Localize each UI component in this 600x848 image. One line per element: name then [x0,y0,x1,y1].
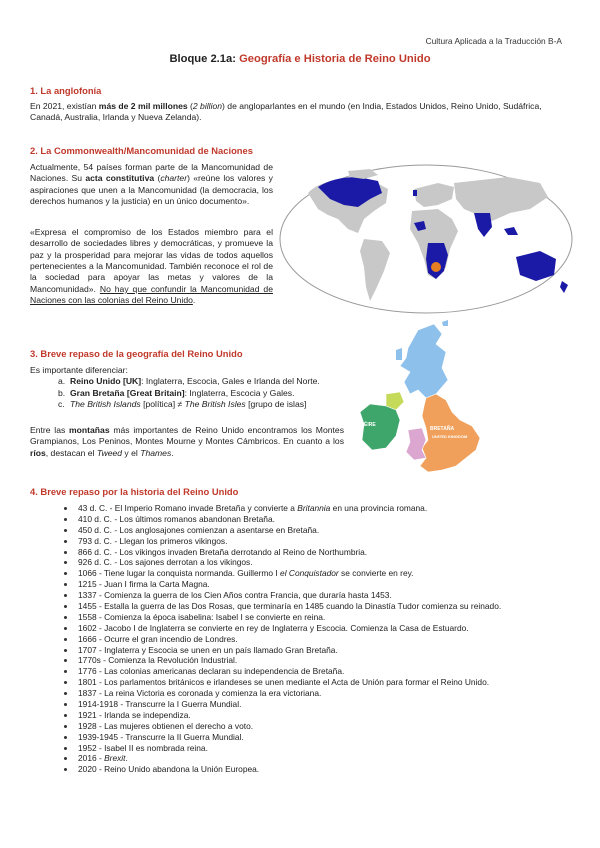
list-item [30,376,360,387]
s3-bold-rivers: ríos [30,447,46,458]
course-header: Cultura Aplicada a la Traducción B-A [425,36,562,46]
wales-region [406,428,426,460]
s1-text-1: En 2021, existían [30,101,99,111]
s1-text-2: ( [187,101,193,111]
timeline-text-end: . [125,753,128,764]
list-marker: a. [58,376,66,387]
s3-text-i: . [171,447,174,458]
timeline-text: 1952 - Isabel II es nombrada reina. [78,742,208,753]
s3-text-c: más importantes de Reino Unido encontramos los Montes Grampianos, Los Peninos, Montes Mourne y Montes Cámbricos. En cuanto a los [30,425,344,447]
timeline-item [64,743,574,754]
hebrides-islands [396,348,402,360]
timeline-item [64,764,574,775]
map-label-ireland: ÉIRE [364,422,376,428]
timeline-italic: Brexit [104,753,126,764]
s3-text-a: Entre las [30,425,70,435]
title-main: Geografía e Historia de Reino Unido [239,53,431,65]
timeline-text: 1801 - Los parlamentos británicos e irlandeses se unen mediante el Acta de Unión para formar el Reino Unido. [78,677,490,688]
timeline-text: 926 d. C. - Los sajones derrotan a los vikingos. [78,557,253,568]
s3-italic-thames: Thames [140,447,172,458]
s3-intro: Es importante diferenciar: [30,365,128,375]
timeline-item [64,634,574,645]
s2-p2-text-c: . [192,295,196,306]
timeline-text: 793 d. C. - Llegan los primeros vikingos. [78,535,228,546]
timeline-item [64,536,574,547]
list-item-bold: Gran Bretaña [Great Britain] [70,387,185,398]
timeline-item [64,655,574,666]
commonwealth-world-map [278,163,574,315]
s1-italic-1: 2 billion [192,101,223,111]
section-3-list-block [30,365,360,410]
s3-bold-mountains: montañas [69,425,110,435]
list-item-italic-2: The British Isles [184,399,246,410]
timeline-text: 1215 - Juan I firma la Carta Magna. [78,579,210,590]
timeline-text: 1776 - Las colonias americanas declaran su independencia de Bretaña. [78,666,345,677]
timeline-item [64,503,574,514]
timeline-item [64,514,574,525]
timeline-italic: el Conquistador [280,568,339,579]
page-title [0,52,600,67]
timeline-item [64,623,574,634]
timeline-item [64,525,574,536]
s2-p1-text-e: ) «reúne los valores y aspiraciones que unen a la Mancomunidad (la democracia, los derechos humanos y la justicia) en un único documento». [30,173,273,207]
timeline-item [64,568,574,579]
timeline-text: 866 d. C. - Los vikingos invaden Bretaña derrotando al Reino de Northumbria. [78,546,368,557]
new-zealand-commonwealth [560,281,568,293]
timeline-text: 1928 - Las mujeres obtienen el derecho a voto. [78,720,254,731]
timeline-item [64,666,574,677]
timeline-text: 1602 - Jacobo I de Inglaterra se convierte en rey de Inglaterra y Escocia. Comienza la Casa de Estuardo. [78,622,469,633]
list-item [30,399,360,410]
map-label-britain: BRETAÑA [430,426,455,432]
timeline-item [64,547,574,558]
s2-p2-text-a: «Expresa el compromiso de los Estados miembro para el desarrollo de sociedades libres y democráticas, y promueve la paz y la prosperidad para mejorar las vidas de todos aquellos pertenecientes a la Mancomunidad. También reconoce el rol de la sociedad para apoyar las metas y valores de la Mancomunidad». [30,227,273,294]
timeline-text: 1558 - Comienza la época isabelina: Isabel I se convierte en reina. [78,611,326,622]
timeline-item [64,557,574,568]
timeline-text: 1921 - Irlanda se independiza. [78,709,191,720]
s3-text-g: y el [122,447,141,458]
list-item-bold: Reino Unido [UK] [70,376,142,387]
timeline-text-end: se convierte en rey. [338,568,414,579]
list-item-text: : Inglaterra, Escocia, Gales e Irlanda del Norte. [141,376,320,387]
england-region [420,394,480,472]
list-marker: c. [58,399,65,410]
timeline-text: 410 d. C. - Los últimos romanos abandonan Bretaña. [78,513,275,524]
shetland-islands [442,320,448,326]
timeline-text: 450 d. C. - Los anglosajones comienzan a asentarse en Bretaña. [78,524,320,535]
s1-text-3: ) de angloparlantes en el mundo (en India, Estados Unidos, Reino Unido, Sudáfrica, Canadá, Australia, Irlanda y Nueva Zelanda). [30,101,542,123]
section-1-heading: 1. La anglofonía [30,85,102,96]
list-item-text-end: [grupo de islas] [245,399,307,410]
timeline-text-end: en una provincia romana. [330,503,428,513]
timeline-text: 1770s - Comienza la Revolución Industrial. [78,655,238,666]
timeline-text: 1666 - Ocurre el gran incendio de Londres. [78,633,238,644]
timeline-text: 1455 - Estalla la guerra de las Dos Rosas, que terminaría en 1485 cuando la Dinastía Tudor comienza su reinado. [78,601,502,612]
timeline-item [64,710,574,721]
timeline-item [64,732,574,743]
list-marker: b. [58,387,66,398]
british-isles-map [356,320,504,486]
list-item-text: [política] ≠ [140,399,185,410]
timeline-item [64,601,574,612]
timeline-item [64,612,574,623]
s3-list [30,376,360,410]
timeline-item [64,677,574,688]
timeline-item [64,579,574,590]
timeline-text: 2016 - [78,753,105,764]
section-1-paragraph [30,101,570,124]
s2-p1-bold: acta constitutiva [85,173,155,184]
uk-commonwealth [413,190,417,196]
timeline-text: 1337 - Comienza la guerra de los Cien Años contra Francia, que duraría hasta 1453. [78,590,392,601]
map-label-uk: UNITED KINGDOM [432,434,468,439]
timeline-text: 1939-1945 - Transcurre la II Guerra Mundial. [78,731,244,742]
timeline-item [64,688,574,699]
timeline-text: 1707 - Inglaterra y Escocia se unen en un país llamado Gran Bretaña. [78,644,338,655]
section-2-paragraph-1 [30,162,273,207]
s3-text-e: , destacan el [45,447,97,458]
section-3-heading: 3. Breve repaso de la geografía del Reino Unido [30,348,243,359]
timeline-italic: Britannia [297,503,331,513]
s1-bold-1: más de 2 mil millones [98,101,188,111]
history-timeline-list [64,503,574,775]
list-item [30,388,360,399]
section-2-heading: 2. La Commonwealth/Mancomunidad de Naciones [30,145,253,156]
title-prefix: Bloque 2.1a: [169,53,240,65]
timeline-text: 1837 - La reina Victoria es coronada y comienza la era victoriana. [78,688,322,699]
section-3-paragraph [30,425,344,459]
timeline-text: 1914-1918 - Transcurre la I Guerra Mundial. [78,699,242,710]
s2-p1-text-c: ( [154,173,161,184]
s2-p2-underlined: No hay que confundir la Mancomunidad de Naciones con las colonias del Reino Unido [30,283,273,306]
list-item-text: : Inglaterra, Escocia y Gales. [184,387,295,398]
timeline-text: 1066 - Tiene lugar la conquista normanda. Guillermo I [78,568,281,579]
scotland-region [400,324,448,398]
timeline-item [64,699,574,710]
s2-p1-italic: charter [160,173,188,184]
africa-highlight-marker [431,262,441,272]
timeline-text: 2020 - Reino Unido abandona la Unión Europea. [78,764,260,775]
section-2-paragraph-2 [30,227,273,306]
timeline-item [64,721,574,732]
timeline-item [64,753,574,764]
timeline-item [64,645,574,656]
section-4-heading: 4. Breve repaso por la historia del Reino Unido [30,486,239,497]
timeline-item [64,590,574,601]
timeline-text: 43 d. C. - El Imperio Romano invade Bretaña y convierte a [78,503,298,513]
list-item-italic-1: The British Islands [70,399,141,410]
s2-p1-text-a: Actualmente, 54 países forman parte de la Mancomunidad de Naciones. Su [30,162,273,184]
s3-italic-tweed: Tweed [96,447,123,458]
